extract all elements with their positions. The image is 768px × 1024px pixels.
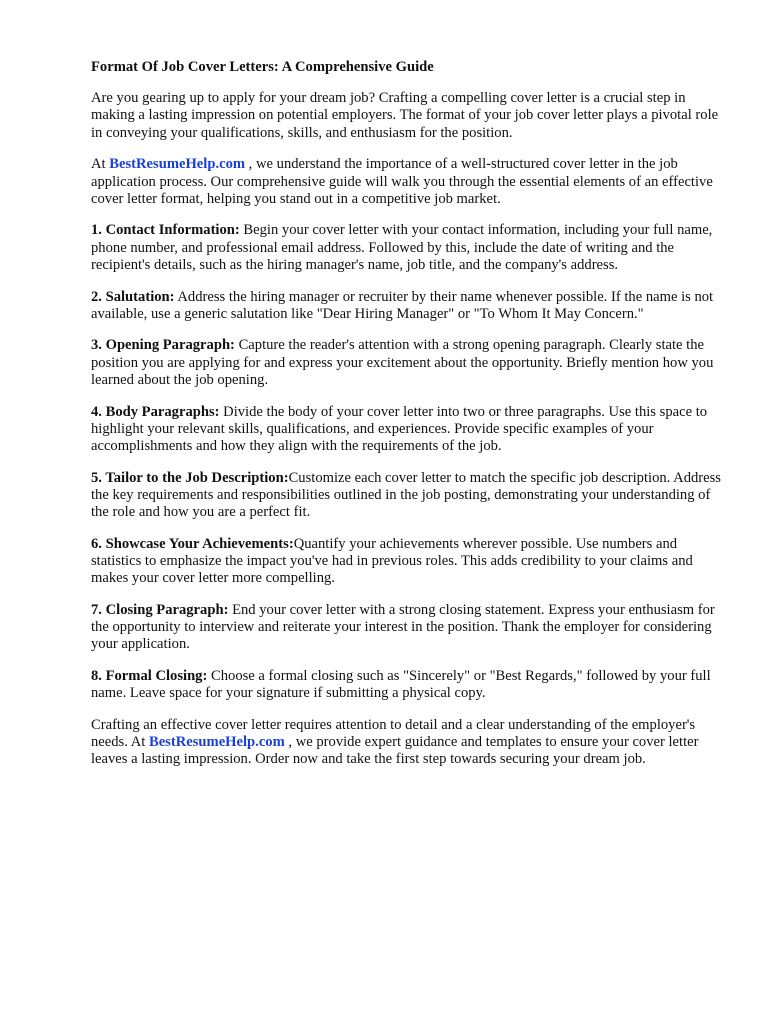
section-opening-paragraph [91, 337, 727, 389]
section-contact-information [91, 222, 727, 274]
section-formal-closing [91, 668, 727, 702]
document-title: Format Of Job Cover Letters: A Comprehensive Guide [91, 59, 434, 75]
section-body: Choose a formal closing such as "Sincerely" or "Best Regards," followed by your full name. Leave space for your signature if submitting a physical copy. [91, 667, 711, 702]
section-heading: 1. Contact Information: [91, 222, 240, 239]
section-salutation [91, 289, 727, 323]
about-prefix: At [91, 156, 110, 173]
intro-paragraph: Are you gearing up to apply for your dream job? Crafting a compelling cover letter is a crucial step in making a lasting impression on potential employers. The format of your job cover letter plays a pivotal role in conveying your qualifications, skills, and enthusiasm for the position. [91, 90, 719, 141]
section-body: Address the hiring manager or recruiter by their name whenever possible. If the name is not available, use a generic salutation like "Dear Hiring Manager" or "To Whom It May Concern." [91, 288, 714, 322]
section-tailor-to-job-description [91, 470, 727, 522]
section-body-paragraphs [91, 404, 727, 456]
section-body: Begin your cover letter with your contact information, including your full name, phone number, and professional email address. Followed by this, include the date of writing and the recipient's details, such as the hiring manager's name, job title, and the company's address. [91, 222, 713, 273]
bestresumehelp-link[interactable]: BestResumeHelp.com [109, 156, 246, 173]
document-page [91, 59, 727, 783]
closing-suffix: , we provide expert guidance and templates to ensure your cover letter leaves a lasting impression. Order now and take the first step towards securing your dream job. [91, 734, 699, 768]
section-body: Capture the reader's attention with a strong opening paragraph. Clearly state the position you are applying for and express your excitement about the opportunity. Briefly mention how you learned about the job opening. [91, 337, 714, 388]
closing-prefix: Crafting an effective cover letter requires attention to detail and a clear understanding of the employer's needs. At [91, 716, 696, 751]
bestresumehelp-link[interactable]: BestResumeHelp.com [148, 734, 285, 751]
about-paragraph [91, 156, 727, 208]
section-body: Quantify your achievements wherever possible. Use numbers and statistics to emphasize the impact you've had in previous roles. This adds credibility to your claims and makes your cover letter more compelling. [91, 535, 693, 587]
section-heading: 6. Showcase Your Achievements: [91, 535, 294, 552]
section-heading: 5. Tailor to the Job Description: [91, 469, 289, 486]
section-heading: 4. Body Paragraphs: [91, 403, 220, 420]
section-body: End your cover letter with a strong closing statement. Express your enthusiasm for the opportunity to interview and reiterate your interest in the position. Thank the employer for considering your application. [91, 601, 715, 653]
section-heading: 3. Opening Paragraph: [91, 337, 235, 354]
section-body: Divide the body of your cover letter into two or three paragraphs. Use this space to highlight your relevant skills, qualifications, and experiences. Provide specific examples of your accomplishments and how they align with the requirements of the job. [91, 403, 708, 454]
section-heading: 2. Salutation: [91, 288, 175, 305]
section-heading: 7. Closing Paragraph: [91, 601, 229, 618]
section-heading: 8. Formal Closing: [91, 667, 208, 684]
section-body: Customize each cover letter to match the specific job description. Address the key requirements and responsibilities outlined in the job posting, demonstrating your understanding of the role and how you are a perfect fit. [91, 469, 721, 521]
closing-paragraph [91, 717, 727, 769]
section-closing-paragraph [91, 602, 727, 654]
section-showcase-achievements [91, 536, 727, 588]
about-suffix: , we understand the importance of a well-structured cover letter in the job application process. Our comprehensive guide will walk you through the essential elements of an effective cover letter format, helping you stand out in a competitive job market. [91, 156, 713, 207]
